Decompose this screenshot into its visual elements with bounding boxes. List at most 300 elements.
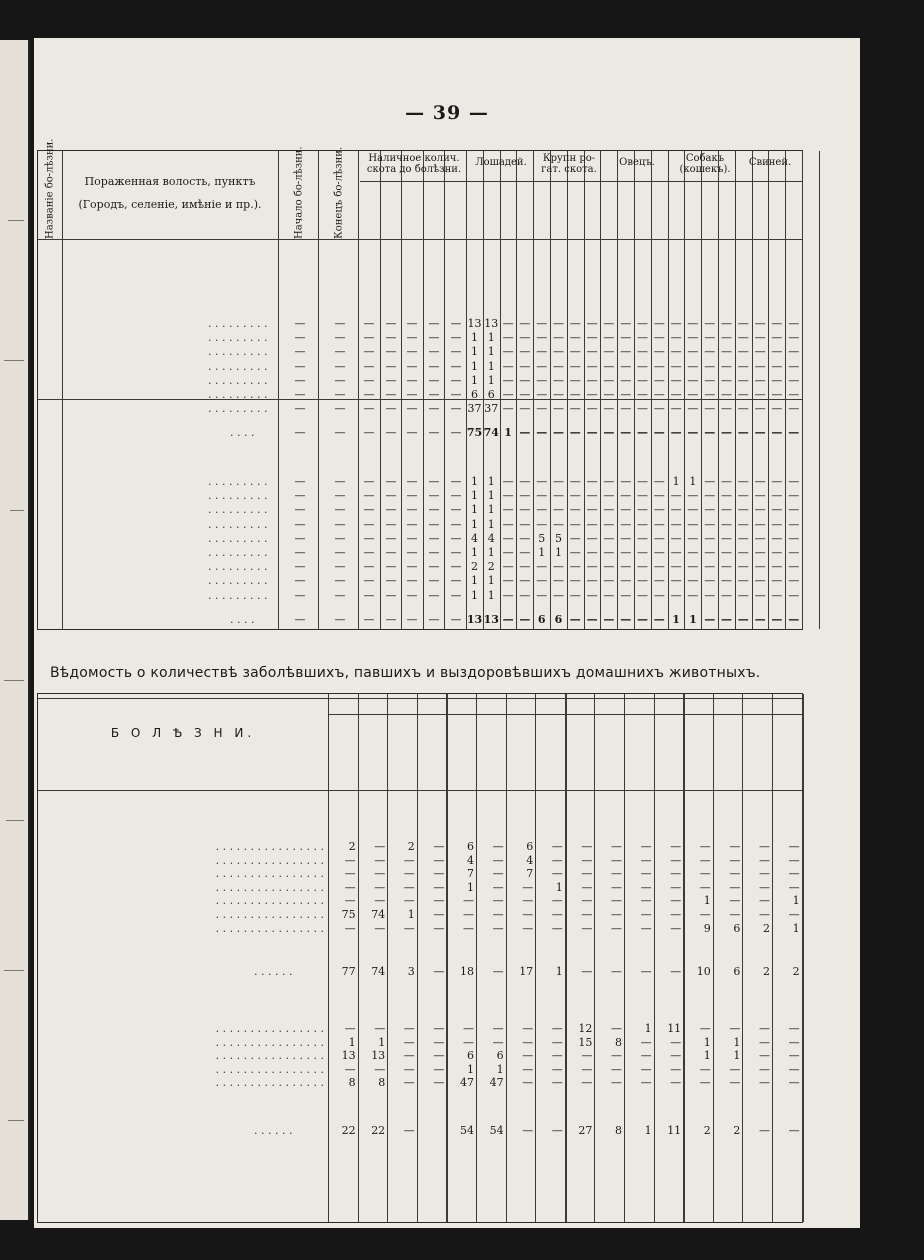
sub-header <box>506 716 535 788</box>
data-cell: — <box>653 373 665 387</box>
empty-cell: — <box>385 426 397 440</box>
empty-cell: — <box>363 475 375 488</box>
grid-line <box>802 694 804 1222</box>
data-cell: — <box>788 867 800 881</box>
data-cell: 1 <box>471 546 478 559</box>
data-cell: — <box>569 489 581 503</box>
data-cell: — <box>522 1124 534 1137</box>
data-cell: 2 <box>733 1124 741 1137</box>
data-cell: — <box>704 560 716 574</box>
empty-cell: — <box>406 345 418 359</box>
data-cell: 74 <box>371 965 386 979</box>
data-cell: 4 <box>466 853 474 867</box>
data-cell: — <box>522 880 534 894</box>
empty-cell: — <box>363 331 375 345</box>
data-cell: — <box>551 840 563 853</box>
data-cell: — <box>670 359 682 373</box>
empty-cell: — <box>363 531 375 545</box>
data-cell: — <box>637 574 648 588</box>
data-cell: 1 <box>555 965 563 979</box>
data-cell: — <box>610 867 622 881</box>
data-cell: — <box>586 517 598 531</box>
empty-cell: — <box>450 588 462 602</box>
data-cell: 2 <box>792 965 800 979</box>
data-cell: — <box>637 560 648 574</box>
data-cell: — <box>433 894 445 908</box>
data-cell: — <box>788 574 800 588</box>
data-cell: — <box>699 880 711 894</box>
data-cell: — <box>522 1035 534 1049</box>
data-cell: 1 <box>487 546 495 559</box>
data-cell: — <box>670 1062 682 1076</box>
data-cell: — <box>771 475 783 488</box>
data-cell: — <box>433 1062 445 1076</box>
data-cell: 6 <box>733 965 741 979</box>
data-cell: — <box>704 388 716 401</box>
empty-cell: — <box>385 612 397 626</box>
data-cell: — <box>699 908 711 921</box>
data-cell: 1 <box>487 574 495 588</box>
data-cell: — <box>433 867 445 881</box>
data-cell: 1 <box>703 1049 711 1063</box>
sub-header <box>476 716 505 788</box>
header-status <box>584 183 601 237</box>
data-cell: — <box>536 426 548 440</box>
data-cell: — <box>788 531 800 545</box>
sub-header <box>387 716 416 788</box>
data-cell: — <box>771 560 783 574</box>
data-cell: — <box>553 345 564 359</box>
disease-label <box>38 287 62 437</box>
empty-cell: — <box>334 359 346 373</box>
data-cell: — <box>620 359 632 373</box>
data-cell: — <box>620 475 632 488</box>
data-cell: — <box>603 475 615 488</box>
data-cell: — <box>433 921 445 935</box>
empty-cell: — <box>294 574 306 588</box>
data-cell: — <box>522 1076 534 1090</box>
data-cell: — <box>502 402 514 416</box>
data-cell: — <box>569 612 581 626</box>
data-cell: — <box>788 1062 800 1076</box>
data-cell: — <box>788 840 800 853</box>
data-cell: — <box>754 331 766 345</box>
data-cell: — <box>374 1062 386 1076</box>
data-cell: — <box>771 574 783 588</box>
grid-line <box>38 239 802 240</box>
data-cell: — <box>721 546 732 559</box>
data-cell: — <box>788 612 800 626</box>
data-cell: 1 <box>689 475 697 488</box>
data-cell: — <box>637 345 648 359</box>
header-status <box>752 183 769 237</box>
data-cell: — <box>788 1022 800 1035</box>
empty-cell: — <box>334 503 346 517</box>
data-cell: 11 <box>667 1022 682 1035</box>
data-cell: 1 <box>487 517 495 531</box>
empty-cell: — <box>450 517 462 531</box>
data-cell: 4 <box>471 531 478 545</box>
empty-cell: — <box>406 317 418 330</box>
data-cell: — <box>433 1076 445 1090</box>
data-cell: — <box>502 317 514 330</box>
data-cell: — <box>637 531 648 545</box>
data-cell: — <box>653 574 665 588</box>
data-cell: — <box>553 402 564 416</box>
data-cell: — <box>704 402 716 416</box>
leader-dots: . . . . . . . . . <box>208 373 268 387</box>
data-cell: 6 <box>496 1049 504 1063</box>
empty-cell: — <box>450 359 462 373</box>
data-cell: — <box>670 331 682 345</box>
data-cell: 1 <box>471 331 478 345</box>
data-cell: 1 <box>644 1022 652 1035</box>
empty-cell: — <box>334 475 346 488</box>
leader-dots: . . . . . . . . . . . . . . . . <box>215 867 324 881</box>
header-status <box>684 183 701 237</box>
empty-cell: — <box>450 317 462 330</box>
data-cell: 6 <box>526 840 534 853</box>
data-cell: — <box>670 373 682 387</box>
empty-cell: — <box>406 612 418 626</box>
document-page <box>34 38 860 1228</box>
data-cell: — <box>553 317 564 330</box>
data-cell: — <box>653 612 665 626</box>
data-cell: — <box>637 426 648 440</box>
data-cell: — <box>569 574 581 588</box>
data-cell: — <box>620 503 632 517</box>
data-cell: — <box>637 388 648 401</box>
header-stock-4 <box>444 183 465 237</box>
leader-dots: . . . . . . . . . <box>208 503 268 517</box>
data-cell: — <box>344 1022 356 1035</box>
data-cell: — <box>737 345 749 359</box>
data-cell: — <box>653 331 665 345</box>
data-cell: — <box>433 880 445 894</box>
data-cell: — <box>704 574 716 588</box>
data-cell: — <box>403 1124 415 1137</box>
data-cell: — <box>670 965 682 979</box>
data-cell: 47 <box>459 1076 474 1090</box>
empty-cell: — <box>406 402 418 416</box>
empty-cell: — <box>450 489 462 503</box>
leader-dots: . . . . . . . . . <box>208 546 268 559</box>
data-cell: — <box>699 1022 711 1035</box>
data-cell: — <box>581 1076 593 1090</box>
data-cell: — <box>581 1062 593 1076</box>
data-cell: 1 <box>703 894 711 908</box>
data-cell: — <box>640 894 652 908</box>
empty-cell: — <box>450 503 462 517</box>
data-cell: — <box>737 503 749 517</box>
data-cell: 1 <box>466 1062 474 1076</box>
header-stock-0 <box>358 183 379 237</box>
data-cell: — <box>788 560 800 574</box>
data-cell: — <box>536 517 548 531</box>
data-cell: — <box>581 908 593 921</box>
data-cell: — <box>637 317 648 330</box>
data-cell: — <box>687 531 699 545</box>
data-cell: — <box>637 588 648 602</box>
data-cell: — <box>551 894 563 908</box>
data-cell: — <box>637 402 648 416</box>
data-cell: — <box>502 546 514 559</box>
empty-cell: — <box>294 560 306 574</box>
data-cell: 6 <box>554 612 563 626</box>
empty-cell: — <box>294 517 306 531</box>
data-cell: 1 <box>733 1035 741 1049</box>
data-cell: — <box>610 880 622 894</box>
data-cell: — <box>687 489 699 503</box>
empty-cell: — <box>385 317 397 330</box>
header-status <box>785 183 802 237</box>
data-cell: — <box>433 853 445 867</box>
leader-dots: . . . . . . . . . . . . . . . . <box>215 880 324 894</box>
data-cell: 54 <box>489 1124 504 1137</box>
empty-cell: — <box>334 588 346 602</box>
data-cell: — <box>553 517 564 531</box>
data-cell: — <box>581 965 593 979</box>
data-cell: 1 <box>792 921 800 935</box>
data-cell: — <box>603 546 615 559</box>
data-cell: — <box>403 921 415 935</box>
data-cell: 2 <box>762 921 770 935</box>
empty-cell: — <box>363 588 375 602</box>
empty-cell: — <box>406 475 418 488</box>
grid-line <box>328 714 802 715</box>
data-cell: 4 <box>526 853 534 867</box>
empty-cell: — <box>428 317 440 330</box>
data-cell: — <box>610 894 622 908</box>
data-cell: — <box>551 1049 563 1063</box>
data-cell: — <box>771 345 783 359</box>
data-cell: — <box>569 475 581 488</box>
data-cell: — <box>704 531 716 545</box>
sub-header <box>358 716 387 788</box>
data-cell: — <box>721 574 732 588</box>
data-cell: 6 <box>466 840 474 853</box>
data-cell: 8 <box>348 1076 356 1090</box>
empty-cell: — <box>334 531 346 545</box>
table2-title: Вѣдомость о количествѣ заболѣвшихъ, павшихъ и выздоровѣвшихъ домашнихъ животныхъ. <box>50 665 761 681</box>
data-cell: 1 <box>471 373 478 387</box>
data-cell: — <box>403 1076 415 1090</box>
leader-dots: . . . . . . . . . <box>208 531 268 545</box>
empty-cell: — <box>450 331 462 345</box>
data-cell: — <box>586 546 598 559</box>
data-cell: — <box>551 867 563 881</box>
empty-cell: — <box>334 574 346 588</box>
data-cell: — <box>788 475 800 488</box>
data-cell: — <box>536 402 548 416</box>
empty-cell: — <box>406 359 418 373</box>
data-cell: — <box>522 894 534 908</box>
data-cell: — <box>492 880 504 894</box>
data-cell: — <box>754 588 766 602</box>
empty-cell: — <box>363 489 375 503</box>
data-cell: — <box>433 840 445 853</box>
data-cell: — <box>721 612 732 626</box>
data-cell: — <box>374 880 386 894</box>
data-cell: 6 <box>471 388 478 401</box>
data-cell: — <box>569 531 581 545</box>
header-status <box>617 183 634 237</box>
data-cell: — <box>586 388 598 401</box>
data-cell: — <box>433 1035 445 1049</box>
empty-cell: — <box>385 588 397 602</box>
data-cell: — <box>403 853 415 867</box>
data-cell: — <box>551 921 563 935</box>
data-cell: — <box>403 867 415 881</box>
data-cell: — <box>788 402 800 416</box>
data-cell: — <box>492 853 504 867</box>
data-cell: 1 <box>487 503 495 517</box>
empty-cell: — <box>294 426 306 440</box>
data-cell: 1 <box>466 880 474 894</box>
data-cell: — <box>403 1022 415 1035</box>
data-cell: — <box>670 503 682 517</box>
data-cell: — <box>492 867 504 881</box>
data-cell: 1 <box>471 517 478 531</box>
grid-line <box>819 151 820 629</box>
data-cell: — <box>519 426 531 440</box>
data-cell: — <box>620 560 632 574</box>
empty-cell: — <box>406 373 418 387</box>
empty-cell: — <box>428 402 440 416</box>
data-cell: — <box>620 373 632 387</box>
data-cell: 10 <box>696 965 711 979</box>
data-cell: — <box>729 894 741 908</box>
empty-cell: — <box>363 574 375 588</box>
leader-dots: . . . . . . . . . <box>208 560 268 574</box>
data-cell: — <box>462 908 474 921</box>
empty-cell: — <box>363 388 375 401</box>
data-cell: — <box>492 965 504 979</box>
data-cell: — <box>687 402 699 416</box>
data-cell: — <box>788 1035 800 1049</box>
empty-cell: — <box>294 388 306 401</box>
data-cell: — <box>620 574 632 588</box>
data-cell: — <box>737 546 749 559</box>
header-status <box>567 183 584 237</box>
data-cell: — <box>704 475 716 488</box>
data-cell: — <box>502 388 514 401</box>
empty-cell: — <box>385 560 397 574</box>
data-cell: — <box>403 1049 415 1063</box>
data-cell: — <box>569 331 581 345</box>
leader-dots: . . . . . . . . . <box>208 317 268 330</box>
data-cell: — <box>758 1049 770 1063</box>
data-cell: — <box>519 489 531 503</box>
empty-cell: — <box>428 373 440 387</box>
leader-dots: . . . . . . . . . . . . . . . . <box>215 1062 324 1076</box>
data-cell: — <box>737 426 749 440</box>
empty-cell: — <box>428 588 440 602</box>
data-cell: 13 <box>341 1049 356 1063</box>
data-cell: — <box>699 1076 711 1090</box>
empty-cell: — <box>385 345 397 359</box>
data-cell: — <box>670 388 682 401</box>
leader-dots: . . . . <box>230 426 255 440</box>
data-cell: — <box>603 388 615 401</box>
data-cell: 6 <box>733 921 741 935</box>
header-status <box>516 183 533 237</box>
header-group-stock: Наличное колич. скота до болѣзни. <box>366 153 462 175</box>
header-start: Начало бо-лѣзни. <box>293 146 305 239</box>
data-cell: — <box>758 840 770 853</box>
data-cell: 9 <box>703 921 711 935</box>
data-cell: — <box>502 574 514 588</box>
empty-cell: — <box>450 388 462 401</box>
data-cell: — <box>704 317 716 330</box>
data-cell: — <box>462 894 474 908</box>
data-cell: — <box>603 331 615 345</box>
data-cell: — <box>610 1022 622 1035</box>
data-cell: — <box>729 840 741 853</box>
leader-dots: . . . . . . <box>254 965 293 979</box>
data-cell: — <box>788 331 800 345</box>
leader-dots: . . . . . . . . . <box>208 359 268 373</box>
data-cell: 37 <box>467 402 482 416</box>
empty-cell: — <box>294 331 306 345</box>
data-cell: — <box>344 894 356 908</box>
data-cell: — <box>433 1022 445 1035</box>
empty-cell: — <box>428 426 440 440</box>
grid-line <box>278 151 279 629</box>
data-cell: — <box>721 426 732 440</box>
empty-cell: — <box>428 612 440 626</box>
data-cell: — <box>569 402 581 416</box>
data-cell: — <box>670 517 682 531</box>
data-cell: — <box>788 345 800 359</box>
data-cell: — <box>553 475 564 488</box>
data-cell: — <box>553 331 564 345</box>
empty-cell: — <box>334 345 346 359</box>
data-cell: — <box>519 588 531 602</box>
data-cell: — <box>670 1076 682 1090</box>
empty-cell: — <box>294 503 306 517</box>
data-cell: — <box>620 588 632 602</box>
data-cell: — <box>704 503 716 517</box>
data-cell: — <box>637 373 648 387</box>
data-cell: — <box>640 880 652 894</box>
data-cell: — <box>704 359 716 373</box>
data-cell: — <box>670 489 682 503</box>
sub-header <box>328 716 357 788</box>
data-cell: — <box>737 489 749 503</box>
data-cell: — <box>670 426 682 440</box>
data-cell: — <box>687 588 699 602</box>
data-cell: — <box>586 531 598 545</box>
data-cell: — <box>586 503 598 517</box>
leader-dots: . . . . <box>230 612 255 626</box>
empty-cell: — <box>294 588 306 602</box>
data-cell: — <box>586 373 598 387</box>
data-cell: 1 <box>471 574 478 588</box>
data-cell: — <box>569 345 581 359</box>
data-cell: — <box>653 560 665 574</box>
data-cell: — <box>653 531 665 545</box>
empty-cell: — <box>428 574 440 588</box>
data-cell: — <box>502 560 514 574</box>
data-cell: — <box>522 1049 534 1063</box>
empty-cell: — <box>334 331 346 345</box>
data-cell: — <box>502 359 514 373</box>
data-cell: — <box>704 517 716 531</box>
data-cell: — <box>771 359 783 373</box>
data-cell: — <box>551 853 563 867</box>
data-cell: — <box>699 1062 711 1076</box>
